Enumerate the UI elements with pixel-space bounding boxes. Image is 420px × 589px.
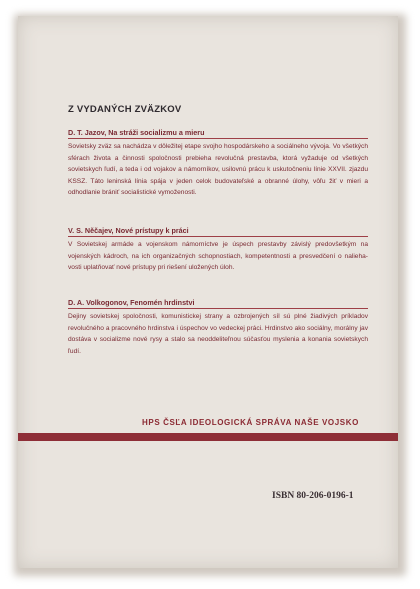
book-description: Dejiny sovietskej spoločnosti, komunistickej strany a ozbrojených síl sú plné žiadivých príkladov revolučného a pracovného hrdinstva i úspechov vo vedeckej práci. Hrdinstvo ako sociálny, morálny jav dostáva v socializme nové rysy a stalo sa neoddeliteľnou súčasťou myslenia a konania sovietskych ľudí. (68, 313, 368, 355)
publisher-line: HPS ČSĽA IDEOLOGICKÁ SPRÁVA NAŠE VOJSKO (142, 418, 359, 427)
book-title: V. S. Něčajev, Nové prístupy k práci (68, 226, 189, 235)
section-heading: Z VYDANÝCH ZVÄZKOV (68, 104, 182, 115)
title-rule (68, 308, 368, 309)
back-cover (18, 16, 398, 568)
title-rule (68, 138, 368, 139)
isbn: ISBN 80-206-0196-1 (272, 491, 354, 501)
book-description: V Sovietskej armáde a vojenskom námorníctve je úspech prestavby závislý predovšetkým na vojenských kádroch, na ich organizačných schopnostiach, kompetentnosti a presvedčení o naliehavosti uplatňovať nové prístupy pri riešení uložených úloh. (68, 241, 368, 272)
book-title: D. T. Jazov, Na stráži socializmu a mieru (68, 128, 205, 137)
book-description: Sovietsky zväz sa nachádza v dôležitej etape svojho hospodárskeho a sociálneho vývoja. Vo všetkých sférach života a činnosti spoločnosti prebieha revolučná prestavba, ktorá vyžaduje od všetkých sovietskych ľudí, a teda i od vojakov a námorníkov, usilovnú prácu k uskutočneniu línie XXVII. zjazdu KSSZ. Táto leninská línia spája v jeden celok budovateľské a obranné úlohy, vôľu žiť v mieri a odhodlanie brániť socialistické vymoženosti. (68, 143, 368, 197)
title-rule (68, 236, 368, 237)
book-title: D. A. Volkogonov, Fenomén hrdinstvi (68, 298, 195, 307)
accent-bar (18, 433, 398, 441)
